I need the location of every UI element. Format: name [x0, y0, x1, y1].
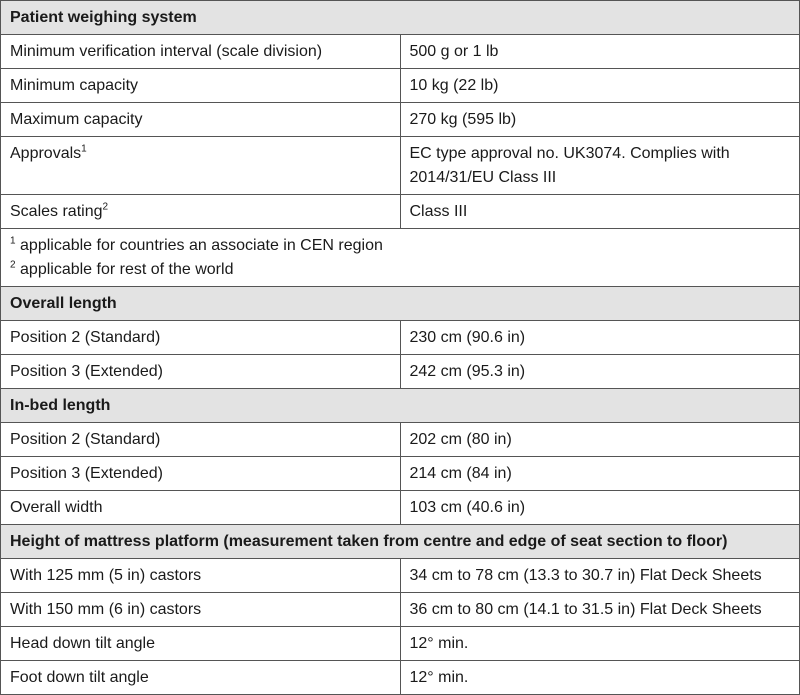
row-value: 230 cm (90.6 in) [400, 321, 800, 355]
section-header-inbed-length [1, 389, 800, 423]
row-value: 242 cm (95.3 in) [400, 355, 800, 389]
footnote-marker: 1 [10, 235, 16, 247]
footnote [10, 234, 790, 258]
table-row [1, 69, 800, 103]
row-label: With 125 mm (5 in) castors [1, 559, 401, 593]
table-row [1, 35, 800, 69]
row-value: 202 cm (80 in) [400, 423, 800, 457]
row-value: 10 kg (22 lb) [400, 69, 800, 103]
row-label-text: Scales rating [10, 203, 103, 220]
row-value: 34 cm to 78 cm (13.3 to 30.7 in) Flat Deck Sheets [400, 559, 800, 593]
section-header-weighing [1, 1, 800, 35]
row-value: 214 cm (84 in) [400, 457, 800, 491]
row-value: Class III [400, 195, 800, 229]
row-label: Maximum capacity [1, 103, 401, 137]
footnote-marker: 2 [10, 259, 16, 271]
row-label-approvals [1, 137, 401, 195]
footnote-text: applicable for rest of the world [20, 261, 234, 278]
row-value: 270 kg (595 lb) [400, 103, 800, 137]
row-label: Position 3 (Extended) [1, 355, 401, 389]
section-title: Patient weighing system [1, 1, 800, 35]
table-row [1, 103, 800, 137]
table-row [1, 321, 800, 355]
table-row [1, 491, 800, 525]
row-value: 500 g or 1 lb [400, 35, 800, 69]
table-row [1, 661, 800, 695]
row-value: 103 cm (40.6 in) [400, 491, 800, 525]
footnote-marker: 2 [102, 201, 109, 213]
table-row [1, 559, 800, 593]
row-value: 12° min. [400, 627, 800, 661]
row-label-scales-rating [1, 195, 401, 229]
row-label: Overall width [1, 491, 401, 525]
row-label: Foot down tilt angle [1, 661, 401, 695]
footnote-text: applicable for countries an associate in CEN region [20, 237, 383, 254]
row-label: Minimum capacity [1, 69, 401, 103]
row-value: EC type approval no. UK3074. Complies with 2014/31/EU Class III [400, 137, 800, 195]
row-label-text: Approvals [10, 145, 82, 162]
row-value: 36 cm to 80 cm (14.1 to 31.5 in) Flat Deck Sheets [400, 593, 800, 627]
row-label: Position 2 (Standard) [1, 321, 401, 355]
footnotes-cell [1, 229, 800, 287]
row-label: Position 2 (Standard) [1, 423, 401, 457]
table-row [1, 593, 800, 627]
table-row [1, 355, 800, 389]
section-header-mattress-height [1, 525, 800, 559]
footnote [10, 258, 790, 282]
row-label: Position 3 (Extended) [1, 457, 401, 491]
row-label: Head down tilt angle [1, 627, 401, 661]
section-header-overall-length [1, 287, 800, 321]
footnote-marker: 1 [81, 143, 87, 155]
footnotes-row [1, 229, 800, 287]
table-row [1, 627, 800, 661]
table-row [1, 457, 800, 491]
section-title: Overall length [1, 287, 800, 321]
table-row [1, 423, 800, 457]
section-title: Height of mattress platform (measurement taken from centre and edge of seat section to floor) [1, 525, 800, 559]
table-row [1, 137, 800, 195]
row-label: Minimum verification interval (scale division) [1, 35, 401, 69]
row-value: 12° min. [400, 661, 800, 695]
section-title: In-bed length [1, 389, 800, 423]
table-row [1, 195, 800, 229]
row-label: With 150 mm (6 in) castors [1, 593, 401, 627]
